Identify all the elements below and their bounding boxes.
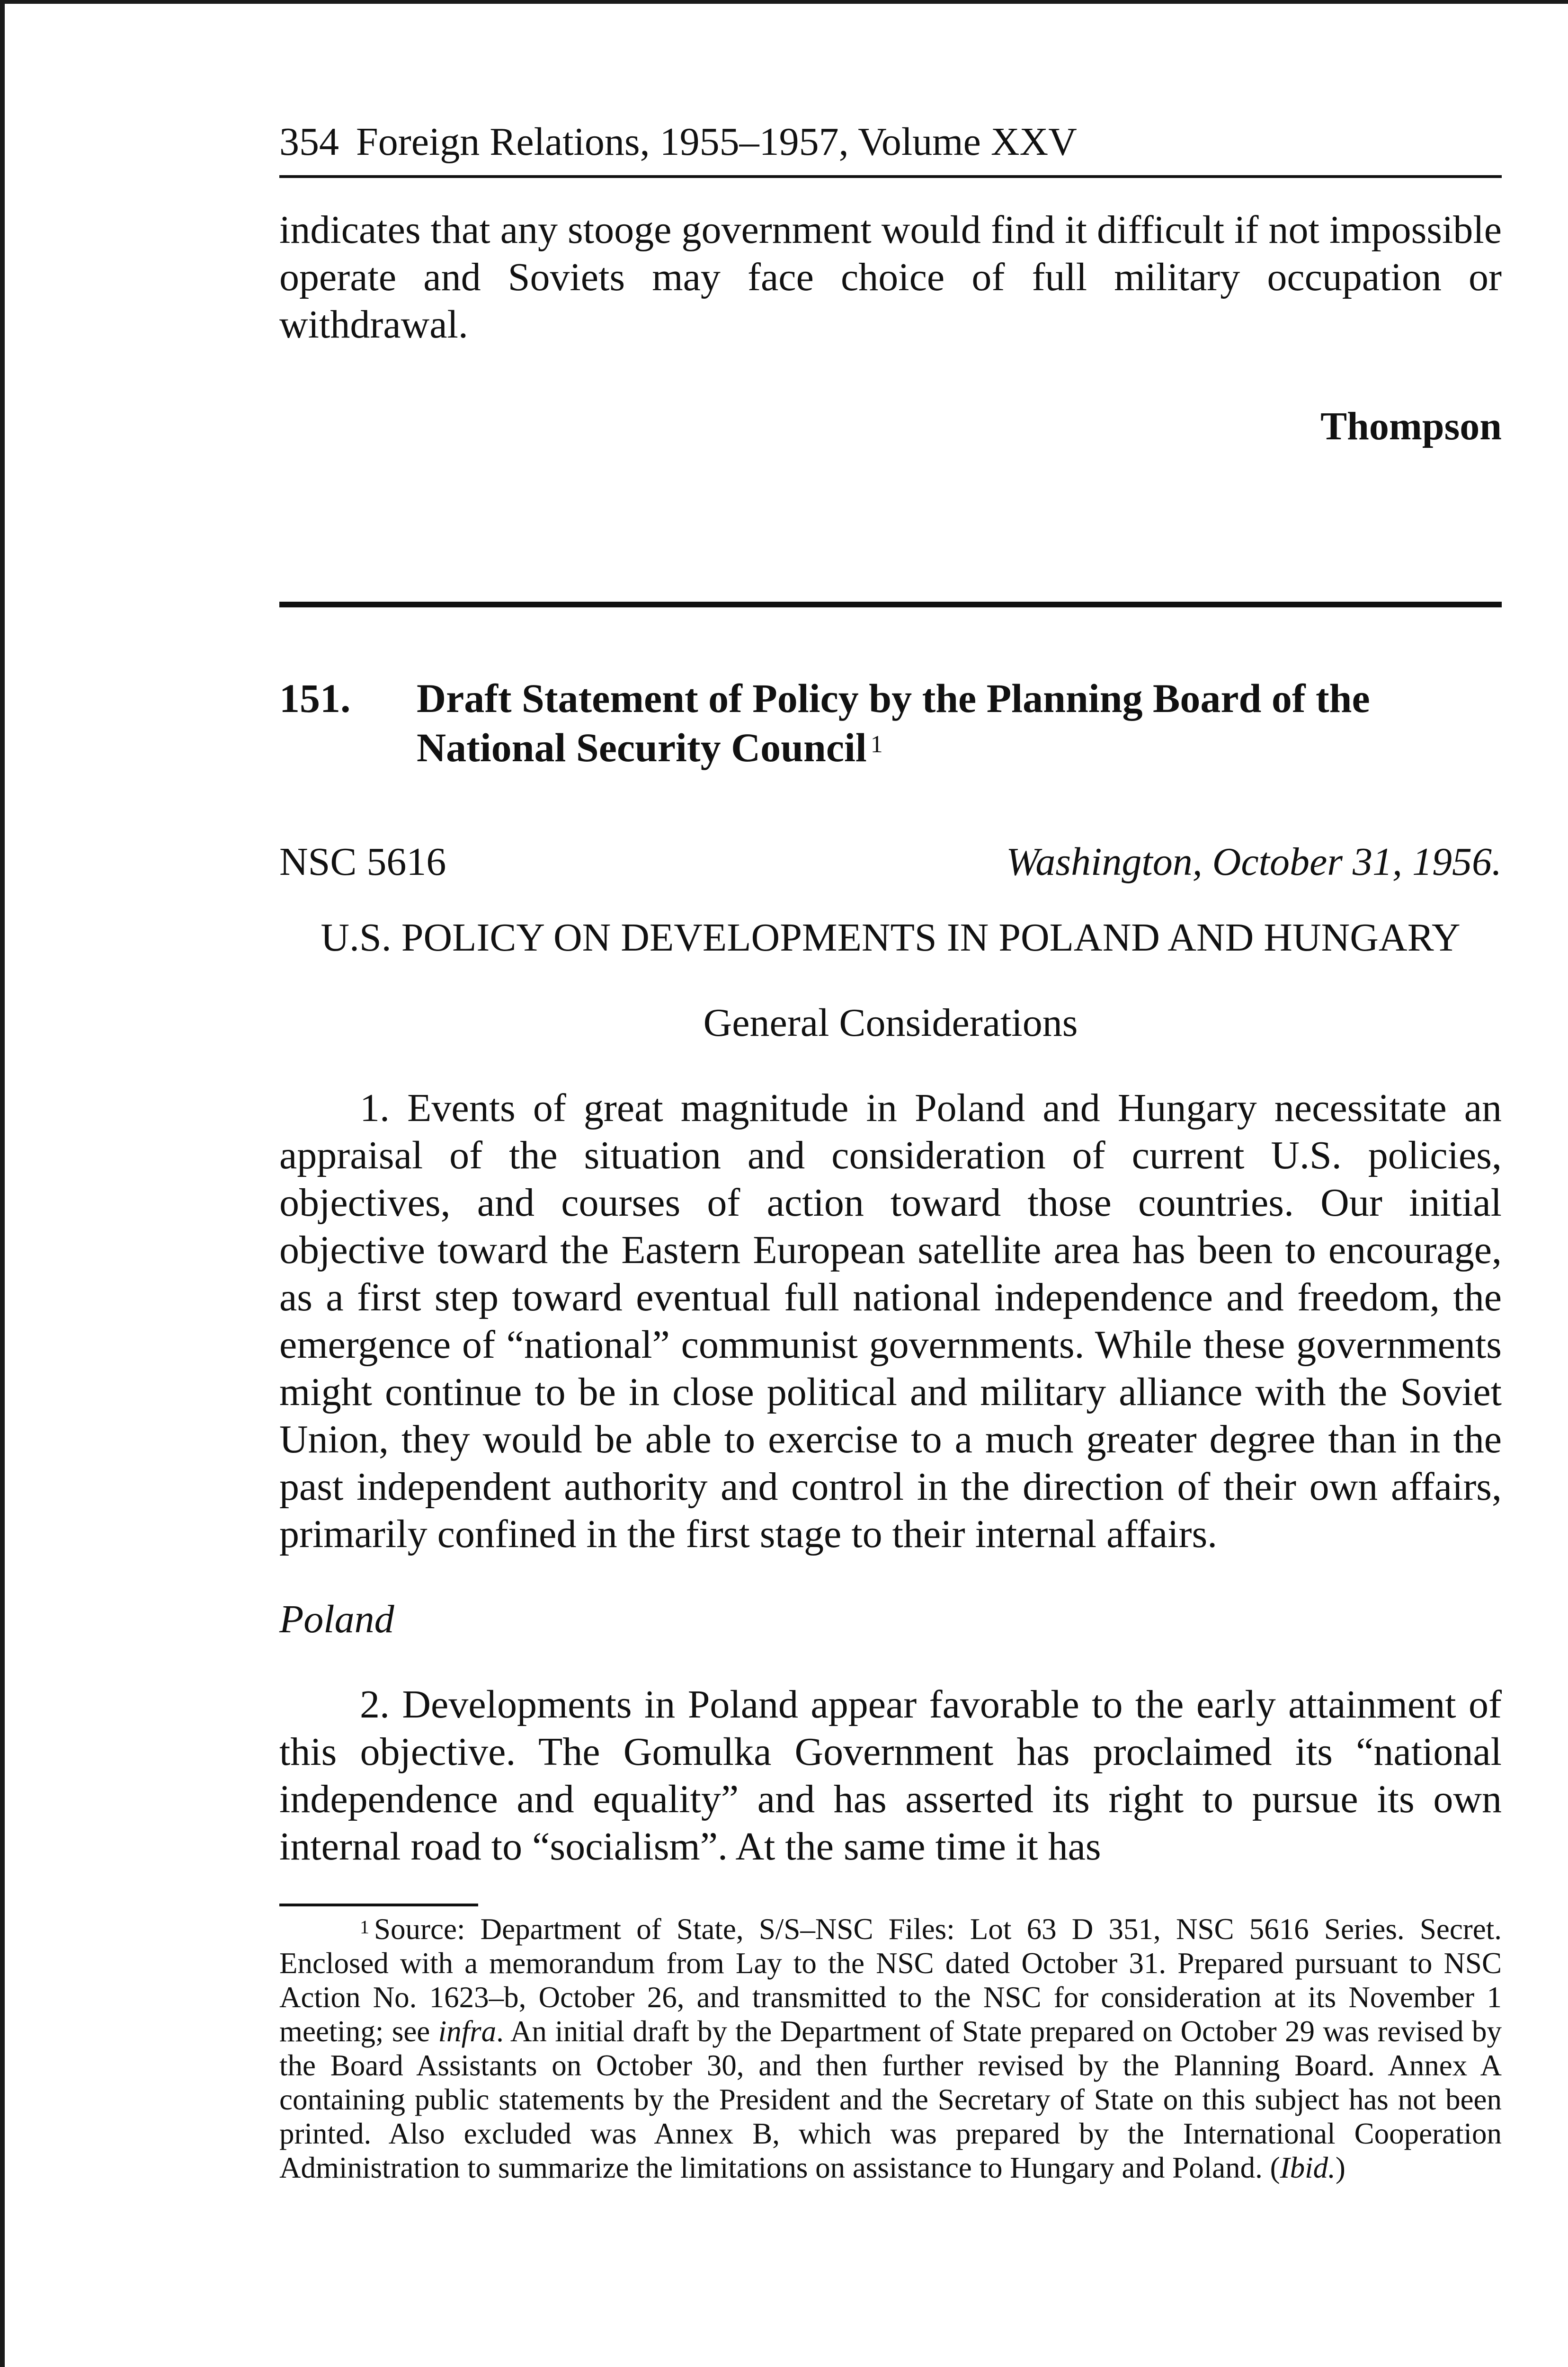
page-number: 354 xyxy=(279,120,339,164)
place-date: Washington, October 31, 1956. xyxy=(1006,840,1502,884)
document-meta xyxy=(279,838,1502,886)
scan-edge-top xyxy=(0,0,1568,4)
section-heading: General Considerations xyxy=(703,1001,1078,1045)
signature: Thompson xyxy=(1320,404,1502,448)
document-title: Draft Statement of Policy by the Planning Board of the National Security Council xyxy=(417,676,1370,770)
subheading-poland: Poland xyxy=(279,1597,394,1641)
paragraph-1: 1. Events of great magnitude in Poland and Hungary necessitate an appraisal of the situation and consideration of current U.S. policies, objectives, and courses of action toward those countries. Our initial objective toward the Eastern European satellite area has been to encourage, as a first step toward eventual full national independence and freedom, the emergence of “national” communist governments. While these governments might continue to be in close political and military alliance with the Soviet Union, they would be able to exercise to a much greater degree than in the past independent authority and control in the direction of their own affairs, primarily confined in the first stage to their internal affairs. xyxy=(279,1086,1502,1556)
document-subject: U.S. POLICY ON DEVELOPMENTS IN POLAND AND HUNGARY xyxy=(321,916,1461,960)
footnote-marker: 1 xyxy=(360,1916,369,1938)
footnote-text-3: ) xyxy=(1335,2151,1345,2184)
footnote-divider xyxy=(279,1904,478,1906)
continuation-paragraph: indicates that any stooge government would find it difficult if not impossible operate and Soviets may face choice of full military occupation or withdrawal. xyxy=(279,208,1502,347)
running-head xyxy=(279,118,1502,178)
footnote-text-2: . An initial draft by the Department of State prepared on October 29 was revised by the Board Assistants on October 30, and then further revised by the Planning Board. Annex A containing public statements by the President and the Secretary of State on this subject has not been printed. Also excluded was Annex B, which was prepared by the International Cooperation Administration to summarize the limitations on assistance to Hungary and Poland. ( xyxy=(279,2015,1502,2184)
footnote-infra: infra xyxy=(438,2015,497,2048)
footnote-text-1: Source: Department of State, S/S–NSC Files: Lot 63 D 351, NSC 5616 Series. Secret. Enclosed with a memorandum from Lay to the NSC dated October 31. Prepared pursuant to NSC Action No. 1623–b, October 26, and transmitted to the NSC for consideration at its November 1 meeting; see xyxy=(279,1913,1502,2048)
document-heading xyxy=(279,674,1502,772)
footnote-reference: 1 xyxy=(870,731,883,758)
document-designation: NSC 5616 xyxy=(279,840,446,884)
document-divider xyxy=(279,602,1502,607)
scan-edge-left xyxy=(0,0,5,2367)
footnote-ibid: Ibid. xyxy=(1280,2151,1336,2184)
footnote xyxy=(279,1912,1502,2185)
volume-title: Foreign Relations, 1955–1957, Volume XXV xyxy=(356,120,1077,164)
document-number: 151. xyxy=(279,676,351,721)
document-page xyxy=(279,118,1502,2185)
paragraph-2: 2. Developments in Poland appear favorable to the early attainment of this objective. The Gomulka Government has proclaimed its “national independence and equality” and has asserted its right to pursue its own internal road to “socialism”. At the same time it has xyxy=(279,1682,1502,1869)
document-title-block xyxy=(417,674,1502,772)
